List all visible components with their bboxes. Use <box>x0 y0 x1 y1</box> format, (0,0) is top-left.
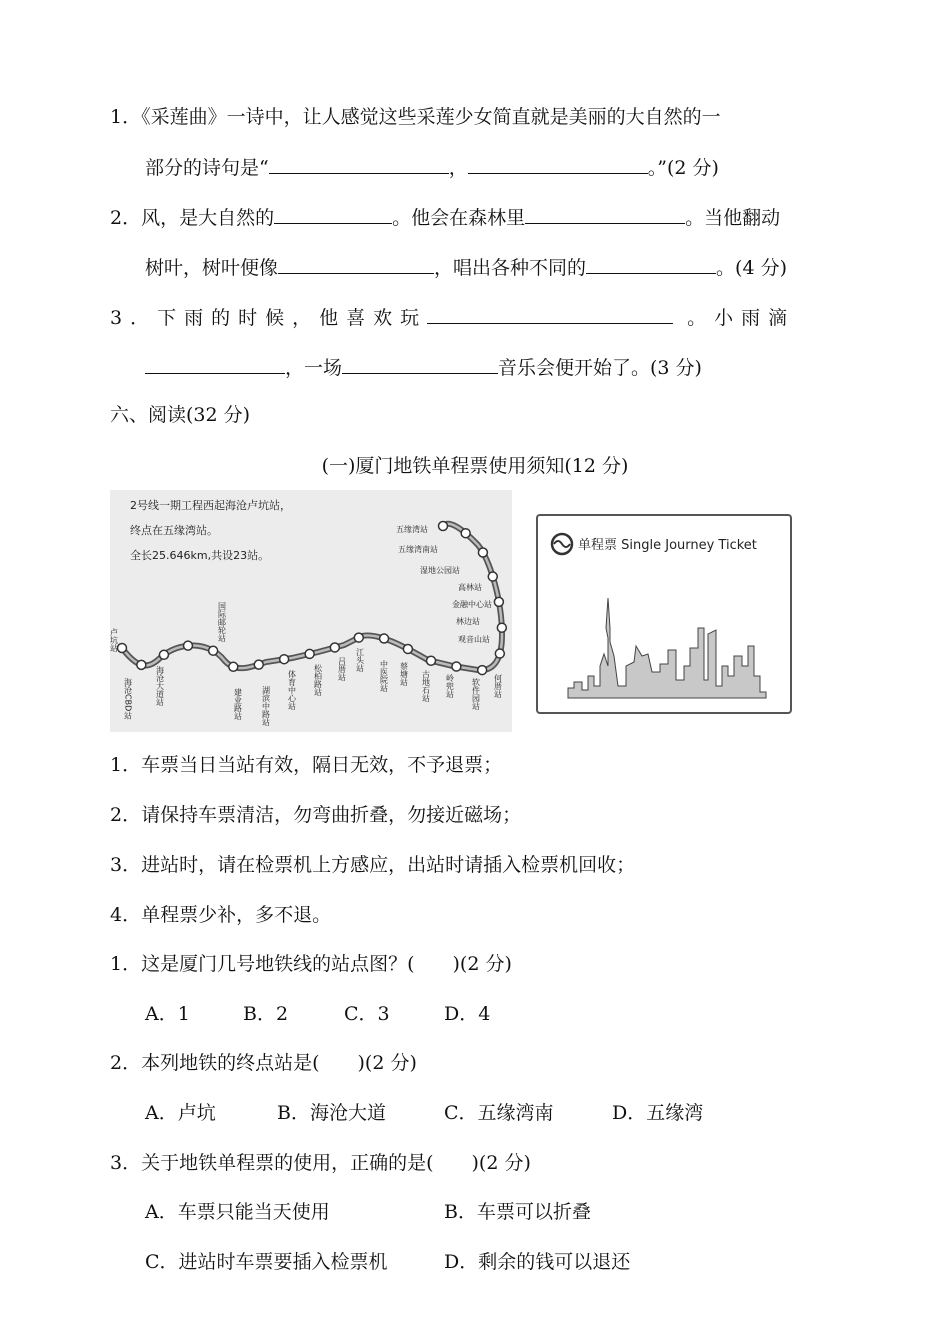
rule-3: 3．进站时，请在检票机上方感应，出站时请插入检票机回收； <box>110 854 636 876</box>
station-label: 卢坑站 <box>110 628 119 652</box>
station-dot <box>488 572 497 581</box>
answer-blank[interactable] <box>274 204 392 224</box>
station-label: 松柏路站 <box>313 664 323 696</box>
station-label: 软件园站 <box>471 678 481 710</box>
text: ， <box>448 157 468 179</box>
answer-blank[interactable] <box>427 304 673 324</box>
question-1: 1．这是厦门几号地铁线的站点图？( )(2 分) <box>110 953 512 975</box>
text: ，一场 <box>285 357 343 379</box>
station-dot <box>305 649 314 658</box>
fill-question-2-line2 <box>145 254 787 281</box>
station-label: 五缘湾南站 <box>398 545 438 554</box>
metro-route-inner <box>122 524 502 670</box>
station-dot <box>403 644 412 653</box>
station-label: 建业路站 <box>233 688 243 720</box>
map-note-3: 全长25.646km,共设23站。 <box>130 549 270 562</box>
station-label: 体育中心站 <box>287 670 297 710</box>
station-dot <box>452 662 461 671</box>
station-dot <box>478 666 487 675</box>
station-label: 金融中心站 <box>452 600 492 609</box>
text: 树叶，树叶便像 <box>145 257 279 279</box>
fill-question-2-line1 <box>110 204 780 231</box>
option-3b[interactable]: B．车票可以折叠 <box>444 1201 591 1223</box>
text: 。”(2 分) <box>647 157 719 179</box>
station-dot <box>280 655 289 664</box>
station-label: 江头站 <box>355 648 365 672</box>
station-label: 古地石站 <box>421 670 431 702</box>
metro-logo-icon <box>552 534 572 554</box>
option-1a[interactable]: A．1 <box>145 1003 190 1025</box>
fill-question-3-line1 <box>110 304 795 331</box>
question-3: 3．关于地铁单程票的使用，正确的是( )(2 分) <box>110 1152 531 1174</box>
text: 。当他翻动 <box>685 207 781 229</box>
station-dot <box>494 597 503 606</box>
station-label: 海沧CBD站 <box>123 678 133 720</box>
option-3c[interactable]: C．进站时车票要插入检票机 <box>145 1251 388 1273</box>
rule-4: 4．单程票少补，多不退。 <box>110 904 332 926</box>
map-note-1: 2号线一期工程西起海沧卢坑站， <box>130 499 291 512</box>
station-label: 高林站 <box>458 583 482 592</box>
option-3a[interactable]: A．车票只能当天使用 <box>145 1201 330 1223</box>
text: ，唱出各种不同的 <box>434 257 587 279</box>
text: 3．下雨的时候，他喜欢玩 <box>110 307 428 329</box>
station-dot <box>354 633 363 642</box>
single-journey-ticket <box>536 514 792 714</box>
station-dot <box>427 656 436 665</box>
station-label: 中医院站 <box>379 660 389 692</box>
fill-question-1-line1: 1．《采莲曲》一诗中，让人感觉这些采莲少女简直就是美丽的大自然的一 <box>110 106 721 128</box>
section-subheading: (一)厦门地铁单程票使用须知(12 分) <box>321 455 629 477</box>
fill-question-1-line2 <box>145 154 719 181</box>
option-3d[interactable]: D．剩余的钱可以退还 <box>444 1251 631 1273</box>
fill-question-3-line2 <box>145 354 702 381</box>
option-1d[interactable]: D．4 <box>444 1003 491 1025</box>
station-dot <box>209 646 218 655</box>
station-label: 吕厝站 <box>337 657 347 681</box>
answer-blank[interactable] <box>586 254 716 274</box>
station-label: 国际邮轮站 <box>217 602 227 642</box>
station-dot <box>118 644 127 653</box>
station-dots <box>118 522 507 675</box>
station-label: 观音山站 <box>458 635 490 644</box>
option-2c[interactable]: C．五缘湾南 <box>444 1102 554 1124</box>
text: 2．风，是大自然的 <box>110 207 275 229</box>
ticket-graphic <box>538 516 790 712</box>
station-label: 海沧大道站 <box>155 666 165 706</box>
station-dot <box>229 662 238 671</box>
answer-blank[interactable] <box>269 154 449 174</box>
text: 音乐会便开始了。(3 分) <box>498 357 702 379</box>
station-label: 五缘湾站 <box>396 525 428 534</box>
option-2b[interactable]: B．海沧大道 <box>277 1102 386 1124</box>
answer-blank[interactable] <box>468 154 648 174</box>
answer-blank[interactable] <box>342 354 498 374</box>
station-label: 蔡塘站 <box>399 662 409 686</box>
station-dot <box>380 634 389 643</box>
text: 。小雨滴 <box>687 307 796 329</box>
answer-blank[interactable] <box>525 204 685 224</box>
option-1c[interactable]: C．3 <box>344 1003 390 1025</box>
option-1b[interactable]: B．2 <box>243 1003 289 1025</box>
option-2a[interactable]: A．卢坑 <box>145 1102 216 1124</box>
station-dot <box>495 649 504 658</box>
station-dot <box>478 548 487 557</box>
map-note-2: 终点在五缘湾站。 <box>130 524 218 537</box>
text: 。(4 分) <box>716 257 787 279</box>
station-label: 林边站 <box>456 617 480 626</box>
answer-blank[interactable] <box>278 254 434 274</box>
answer-blank[interactable] <box>145 354 285 374</box>
rule-1: 1．车票当日当站有效，隔日无效，不予退票； <box>110 754 503 776</box>
station-dot <box>439 522 448 531</box>
station-dot <box>497 623 506 632</box>
station-dot <box>461 529 470 538</box>
question-2: 2．本列地铁的终点站是( )(2 分) <box>110 1052 417 1074</box>
station-dot <box>137 660 146 669</box>
metro-line-map <box>110 490 512 732</box>
station-label: 岭兜站 <box>445 674 455 698</box>
station-dot <box>183 641 192 650</box>
city-skyline-illustration <box>568 598 766 698</box>
station-dot <box>159 650 168 659</box>
station-label: 湿地公园站 <box>420 566 460 575</box>
text: 部分的诗句是“ <box>145 157 269 179</box>
metro-map-graphic <box>110 490 512 732</box>
rule-2: 2．请保持车票清洁，勿弯曲折叠，勿接近磁场； <box>110 804 522 826</box>
ticket-label: 单程票 Single Journey Ticket <box>578 538 757 553</box>
station-dot <box>254 660 263 669</box>
text: 。他会在森林里 <box>392 207 526 229</box>
station-dot <box>330 643 339 652</box>
station-label: 何厝站 <box>493 674 503 698</box>
option-2d[interactable]: D．五缘湾 <box>612 1102 704 1124</box>
station-label: 湖滨中路站 <box>261 686 271 726</box>
section-heading: 六、阅读(32 分) <box>110 404 251 426</box>
